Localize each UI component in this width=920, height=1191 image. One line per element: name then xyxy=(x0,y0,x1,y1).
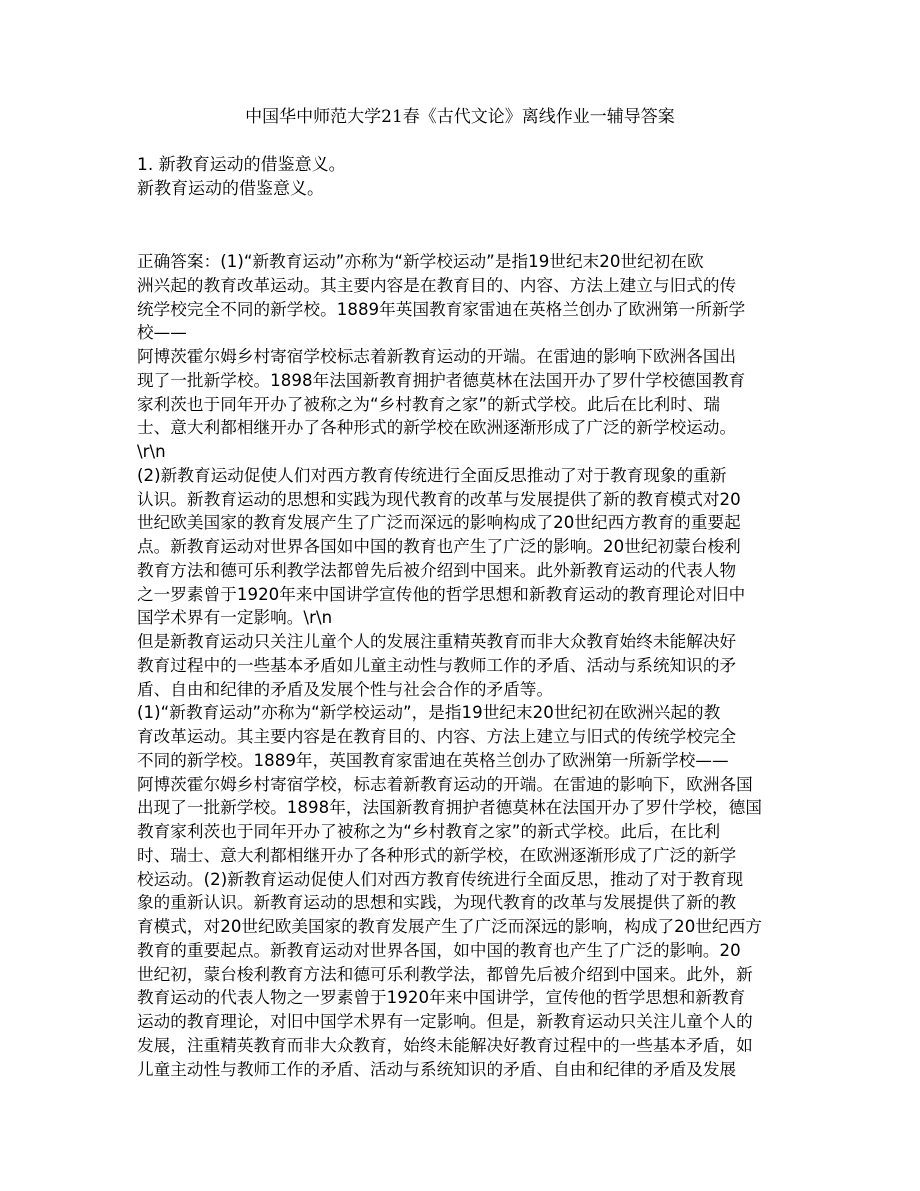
answer-line: (1)“新教育运动”亦称为“新学校运动”，是指19世纪末20世纪初在欧洲兴起的教 xyxy=(137,703,721,723)
answer-line: 教育方法和德可乐利教学法都曾先后被介绍到中国来。此外新教育运动的代表人物 xyxy=(137,560,737,580)
answer-line: 阿博茨霍尔姆乡村寄宿学校标志着新教育运动的开端。在雷迪的影响下欧洲各国出 xyxy=(137,347,737,366)
answer-line: 洲兴起的教育改革运动。其主要内容是在教育目的、内容、方法上建立与旧式的传 xyxy=(137,275,737,295)
answer-line: 校运动。(2)新教育运动促使人们对西方教育传统进行全面反思，推动了对于教育现 xyxy=(137,869,744,889)
answer-line: 正确答案：(1)“新教育运动”亦称为“新学校运动”是指19世纪末20世纪初在欧 xyxy=(137,252,704,271)
answer-line: 世纪初，蒙台梭利教育方法和德可乐利教学法，都曾先后被介绍到中国来。此外，新 xyxy=(137,964,753,984)
answer-line: 认识。新教育运动的思想和实践为现代教育的改革与发展提供了新的教育模式对20 xyxy=(137,489,741,509)
question-text: 新教育运动的借鉴意义。 xyxy=(137,179,324,199)
answer-line: 出现了一批新学校。1898年，法国新教育拥护者德莫林在法国开办了罗什学校，德国 xyxy=(137,798,762,818)
question-number-line: 1. 新教育运动的借鉴意义。 xyxy=(137,155,346,175)
answer-line: 教育的重要起点。新教育运动对世界各国，如中国的教育也产生了广泛的影响。20 xyxy=(137,940,741,960)
answer-line: 世纪欧美国家的教育发展产生了广泛而深远的影响构成了20世纪西方教育的重要起 xyxy=(137,513,741,533)
answer-line: 象的重新认识。新教育运动的思想和实践，为现代教育的改革与发展提供了新的教 xyxy=(137,893,737,913)
answer-line: 儿童主动性与教师工作的矛盾、活动与系统知识的矛盾、自由和纪律的矛盾及发展 xyxy=(137,1059,737,1079)
answer-line: 发展，注重精英教育而非大众教育，始终未能解决好教育过程中的一些基本矛盾，如 xyxy=(137,1035,753,1055)
answer-line: 教育运动的代表人物之一罗素曾于1920年来中国讲学，宣传他的哲学思想和新教育 xyxy=(137,988,746,1008)
answer-line: 现了一批新学校。1898年法国新教育拥护者德莫林在法国开办了罗什学校德国教育 xyxy=(137,370,746,390)
answer-line: 阿博茨霍尔姆乡村寄宿学校，标志着新教育运动的开端。在雷迪的影响下，欧洲各国 xyxy=(137,774,753,794)
answer-line: 校—— xyxy=(137,323,187,343)
answer-body xyxy=(137,250,787,1081)
answer-line: 育模式，对20世纪欧美国家的教育发展产生了广泛而深远的影响，构成了20世纪西方 xyxy=(137,917,762,936)
answer-line: 点。新教育运动对世界各国如中国的教育也产生了广泛的影响。20世纪初蒙台梭利 xyxy=(137,537,741,556)
answer-line: 但是新教育运动只关注儿童个人的发展注重精英教育而非大众教育始终未能解决好 xyxy=(137,632,737,651)
answer-line: 家利茨也于同年开办了被称之为“乡村教育之家”的新式学校。此后在比利时、瑞 xyxy=(137,394,721,414)
answer-line: 盾、自由和纪律的矛盾及发展个性与社会合作的矛盾等。 xyxy=(137,679,554,699)
answer-line: 之一罗素曾于1920年来中国讲学宣传他的哲学思想和新教育运动的教育理论对旧中 xyxy=(137,584,746,604)
answer-line: 育改革运动。其主要内容是在教育目的、内容、方法上建立与旧式的传统学校完全 xyxy=(137,727,737,746)
answer-line: \r\n xyxy=(137,442,166,461)
answer-line: (2)新教育运动促使人们对西方教育传统进行全面反思推动了对于教育现象的重新 xyxy=(137,465,727,485)
answer-line: 士、意大利都相继开办了各种形式的新学校在欧洲逐渐形成了广泛的新学校运动。 xyxy=(137,418,737,438)
answer-line: 教育家利茨也于同年开办了被称之为“乡村教育之家”的新式学校。此后，在比利 xyxy=(137,822,721,841)
answer-line: 国学术界有一定影响。\r\n xyxy=(137,608,333,628)
answer-line: 教育过程中的一些基本矛盾如儿童主动性与教师工作的矛盾、活动与系统知识的矛 xyxy=(137,655,737,675)
document-title: 中国华中师范大学21春《古代文论》离线作业一辅导答案 xyxy=(245,107,675,127)
answer-line: 不同的新学校。1889年，英国教育家雷迪在英格兰创办了欧洲第一所新学校—— xyxy=(137,750,729,770)
answer-line: 统学校完全不同的新学校。1889年英国教育家雷迪在英格兰创办了欧洲第一所新学 xyxy=(137,299,746,319)
answer-line: 时、瑞士、意大利都相继开办了各种形式的新学校，在欧洲逐渐形成了广泛的新学 xyxy=(137,845,737,865)
answer-line: 运动的教育理论，对旧中国学术界有一定影响。但是，新教育运动只关注儿童个人的 xyxy=(137,1012,753,1031)
